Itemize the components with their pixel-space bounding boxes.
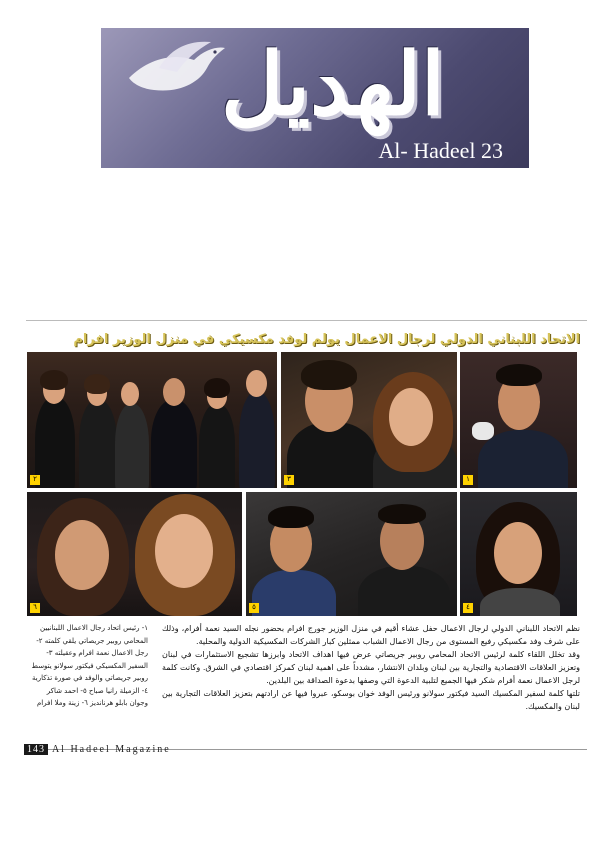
issue-label: Al- Hadeel 23 [378,138,503,163]
top-divider [26,320,587,321]
photo-two-women [27,492,242,616]
page-number: 143 [24,744,48,755]
photo-number: ٢ [30,475,40,485]
photo-number: ١ [463,475,473,485]
photo-group [27,352,277,488]
photo-captions: ١- رئيس اتحاد رجال الاعمال اللبنانيين المحامي روبير جريصاتي يلقي كلمته ٢- رجل الاعمال نعمة افرام وعقيلته ٣- السفير المكسيكي فيكتور سولانو يتوسط روبير جريصاتي والوفد في صورة تذكارية ٤- الزميلة رانيا صباح ٥- احمد شاكر وجوان بابلو هرنانديز ٦- زينة وملا افرام [31,624,148,707]
article-paragraph: وقد تخلل اللقاء كلمة لرئيس الاتحاد المحامي روبير جريصاتي عرض فيها اهداف الاتحاد وابرزها تشجيع الاستثمارات في لبنان وتعزيز العلاقات الاقتصادية والتجارية بين لبنان وبلدان الانتشار، مشدداً على اهمية لبنان كمركز اقتصادي في الشرق. وكانت كلمة لرجل الاعمال نعمة أفرام شكر فيها الجميع لتلبية الدعوة التي وصفها بدعوة الصداقة بين البلدين. [162,650,580,685]
photo-speaker [460,352,577,488]
photo-number: ٦ [30,603,40,613]
photo-couple [281,352,457,488]
photo-number: ٣ [284,475,294,485]
article-paragraph: تلتها كلمة لسفير المكسيك السيد فيكتور سولانو ورئيس الوفد خوان بوسكو، عبروا فيها عن ارادتهم بتعزيز العلاقات التجارية بين لبنان والمكسيك. [162,689,580,711]
magazine-name: Al Hadeel Magazine [51,744,171,755]
article-paragraph: نظم الاتحاد اللبناني الدولي لرجال الاعمال حفل عشاء أقيم في منزل الوزير جورج افرام بحضور نجله السيد نعمة أفرام، وذلك على شرف وفد مكسيكي رفيع المستوى من رجال الاعمال الشباب ممثلين كبار الشركات المكسيكية الدولية والمحلية. [162,624,580,646]
article-headline: الاتحاد اللبناني الدولي لرجال الاعمال يولم لوفد مكسيكي في منزل الوزير افرام [73,332,580,347]
photo-woman [460,492,577,616]
masthead [101,28,529,168]
photo-two-men [246,492,457,616]
photo-number: ٥ [249,603,259,613]
page-footer [24,744,171,755]
dove-icon [119,38,229,108]
photo-number: ٤ [463,603,473,613]
article-body [162,622,580,713]
magazine-logo: الهديل [221,34,445,135]
